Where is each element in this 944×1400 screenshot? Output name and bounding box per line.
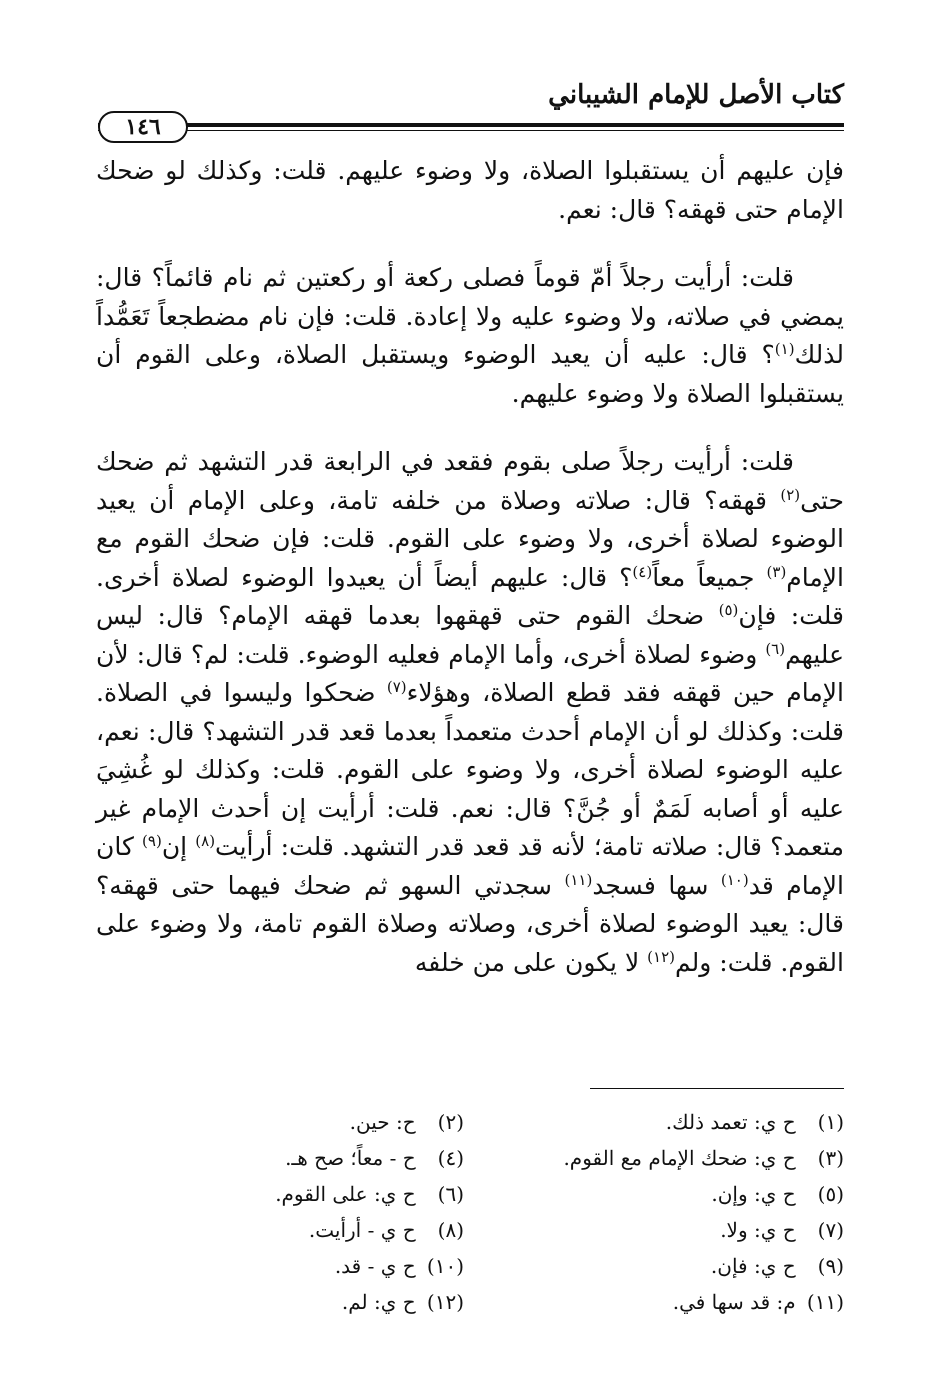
text-segment: سها فسجد [592,870,721,900]
footnote-item [204,1212,464,1248]
text-segment: ضحك القوم حتى قهقهوا بعدما قهقه الإمام؟ قال: ليس عليهم [96,601,844,669]
footnote-item [204,1140,464,1176]
paragraph-1 [96,152,844,229]
footnote-number: (١٢) [426,1290,464,1314]
footnote-item [504,1104,844,1140]
footnote-number: (٤) [437,1146,464,1170]
footnote-item [504,1176,844,1212]
footnote-text: ح ي: لم. [341,1290,416,1314]
text-segment: قلت: أرأيت رجلاً صلى بقوم فقعد في الرابعة قدر التشهد ثم ضحك حتى [96,447,844,515]
footnote-text: ح ي: وإن. [711,1182,796,1206]
footnote-item [504,1284,844,1320]
footnote-number: (٧) [817,1218,844,1242]
paragraph-2 [96,259,844,413]
footnote-marker-4: (٤) [632,562,653,581]
footnote-item [504,1212,844,1248]
footnote-marker-12: (١٢) [647,947,676,966]
footnote-item [504,1248,844,1284]
text-segment: ضحكوا وليسوا في الصلاة. قلت: وكذلك لو أن الإمام أحدث متعمداً بعدما قعد قدر التشهد؟ قال: نعم، عليه الوضوء لصلاة أخرى، ولا وضوء على القوم. قلت: وكذلك لو غُشِيَ عليه أو أصابه لَمَمٌ أو جُنَّ؟ قال: نعم. قلت: أرأيت إن أحدث الإمام غير متعمد؟ قال: صلاته تامة؛ لأنه قد قعد قدر التشهد. قلت: أرأيت [96,678,844,861]
footnote-marker-6: (٦) [765,639,786,658]
page-number: ١٤٦ [98,111,188,143]
footnote-separator [590,1088,844,1089]
footnotes-left-column [204,1104,464,1320]
text-segment: سجدتي السهو ثم ضحك فيهما حتى قهقه؟ قال: يعيد الوضوء لصلاة أخرى، وصلاته وصلاة القوم تامة، ولا وضوء على القوم. قلت: ولم [96,870,844,977]
footnote-item [204,1104,464,1140]
footnote-text: ح ي - قد. [334,1254,416,1278]
footnote-item [204,1248,464,1284]
footnote-text: ح ي - أرأيت. [308,1218,416,1242]
footnote-item [504,1140,844,1176]
text-segment: إن [161,832,196,861]
footnote-marker-5: (٥) [718,601,739,619]
text-segment: كان الإمام قد [96,832,844,900]
text-segment: ؟ قال: عليهم أيضاً أن يعيدوا الوضوء لصلاة أخرى. قلت: فإن [96,562,844,630]
footnote-text: ح ي: ضحك الإمام مع القوم. [563,1146,796,1170]
text-segment: قهقه؟ قال: صلاته وصلاة من خلفه تامة، وعلى الإمام أن يعيد الوضوء لصلاة أخرى، ولا وضوء على القوم. قلت: فإن ضحك القوم مع الإمام [96,485,844,592]
footnote-marker-8: (٨) [195,832,216,850]
footnote-number: (٥) [817,1182,844,1206]
footnote-number: (١) [817,1110,844,1134]
main-text [96,152,844,982]
text-segment: فإن عليهم أن يستقبلوا الصلاة، ولا وضوء عليهم. قلت: وكذلك لو ضحك الإمام حتى قهقه؟ قال: نعم. [96,156,844,224]
footnote-number: (٣) [817,1146,844,1170]
text-segment: لا يكون على من خلفه [414,947,648,977]
text-segment: وضوء لصلاة أخرى، وأما الإمام فعليه الوضوء. قلت: لم؟ قال: لأن الإمام حين قهقه فقد قطع الصلاة، وهؤلاء [96,639,844,707]
footnote-text: ح - معاً؛ صح هـ. [285,1146,416,1170]
text-segment: جميعاً معاً [652,562,767,592]
footnote-number: (٨) [437,1218,464,1242]
footnote-text: ح ي: فإن. [710,1254,796,1278]
footnote-number: (٢) [437,1110,464,1134]
footnote-marker-10: (١٠) [720,870,749,889]
footnote-number: (٩) [817,1254,844,1278]
footnote-text: ح ي: ولا. [720,1218,796,1242]
footnote-marker-1: (١) [774,340,795,358]
footnote-text: ح ي: على القوم. [275,1182,416,1206]
running-title: كتاب الأصل للإمام الشيباني [548,80,844,110]
footnote-text: ح: حين. [349,1110,416,1134]
text-segment: قلت: أرأيت رجلاً أمّ قوماً فصلى ركعة أو ركعتين ثم نام قائماً؟ قال: يمضي في صلاته، ولا وضوء عليه ولا إعادة. قلت: فإن نام مضطجعاً تَعَمُّداً لذلك [96,263,844,369]
footnote-text: م: قد سها في. [672,1290,796,1314]
paragraph-3 [96,443,844,982]
header-rule-thin [98,130,844,131]
footnote-marker-9: (٩) [142,832,162,850]
footnote-item [204,1284,464,1320]
footnote-marker-2: (٢) [780,485,801,504]
footnote-marker-3: (٣) [766,562,787,581]
footnote-item [204,1176,464,1212]
text-segment: ؟ قال: عليه أن يعيد الوضوء ويستقبل الصلاة، وعلى القوم أن يستقبلوا الصلاة ولا وضوء عليهم. [96,340,844,408]
footnote-text: ح ي: تعمد ذلك. [665,1110,796,1134]
footnote-number: (١١) [806,1290,844,1314]
footnote-marker-7: (٧) [386,678,407,696]
footnote-number: (١٠) [426,1254,464,1278]
footnote-marker-11: (١١) [564,870,593,889]
footnote-number: (٦) [437,1182,464,1206]
footnotes-right-column [504,1104,844,1320]
header-rule-thick [98,123,844,127]
